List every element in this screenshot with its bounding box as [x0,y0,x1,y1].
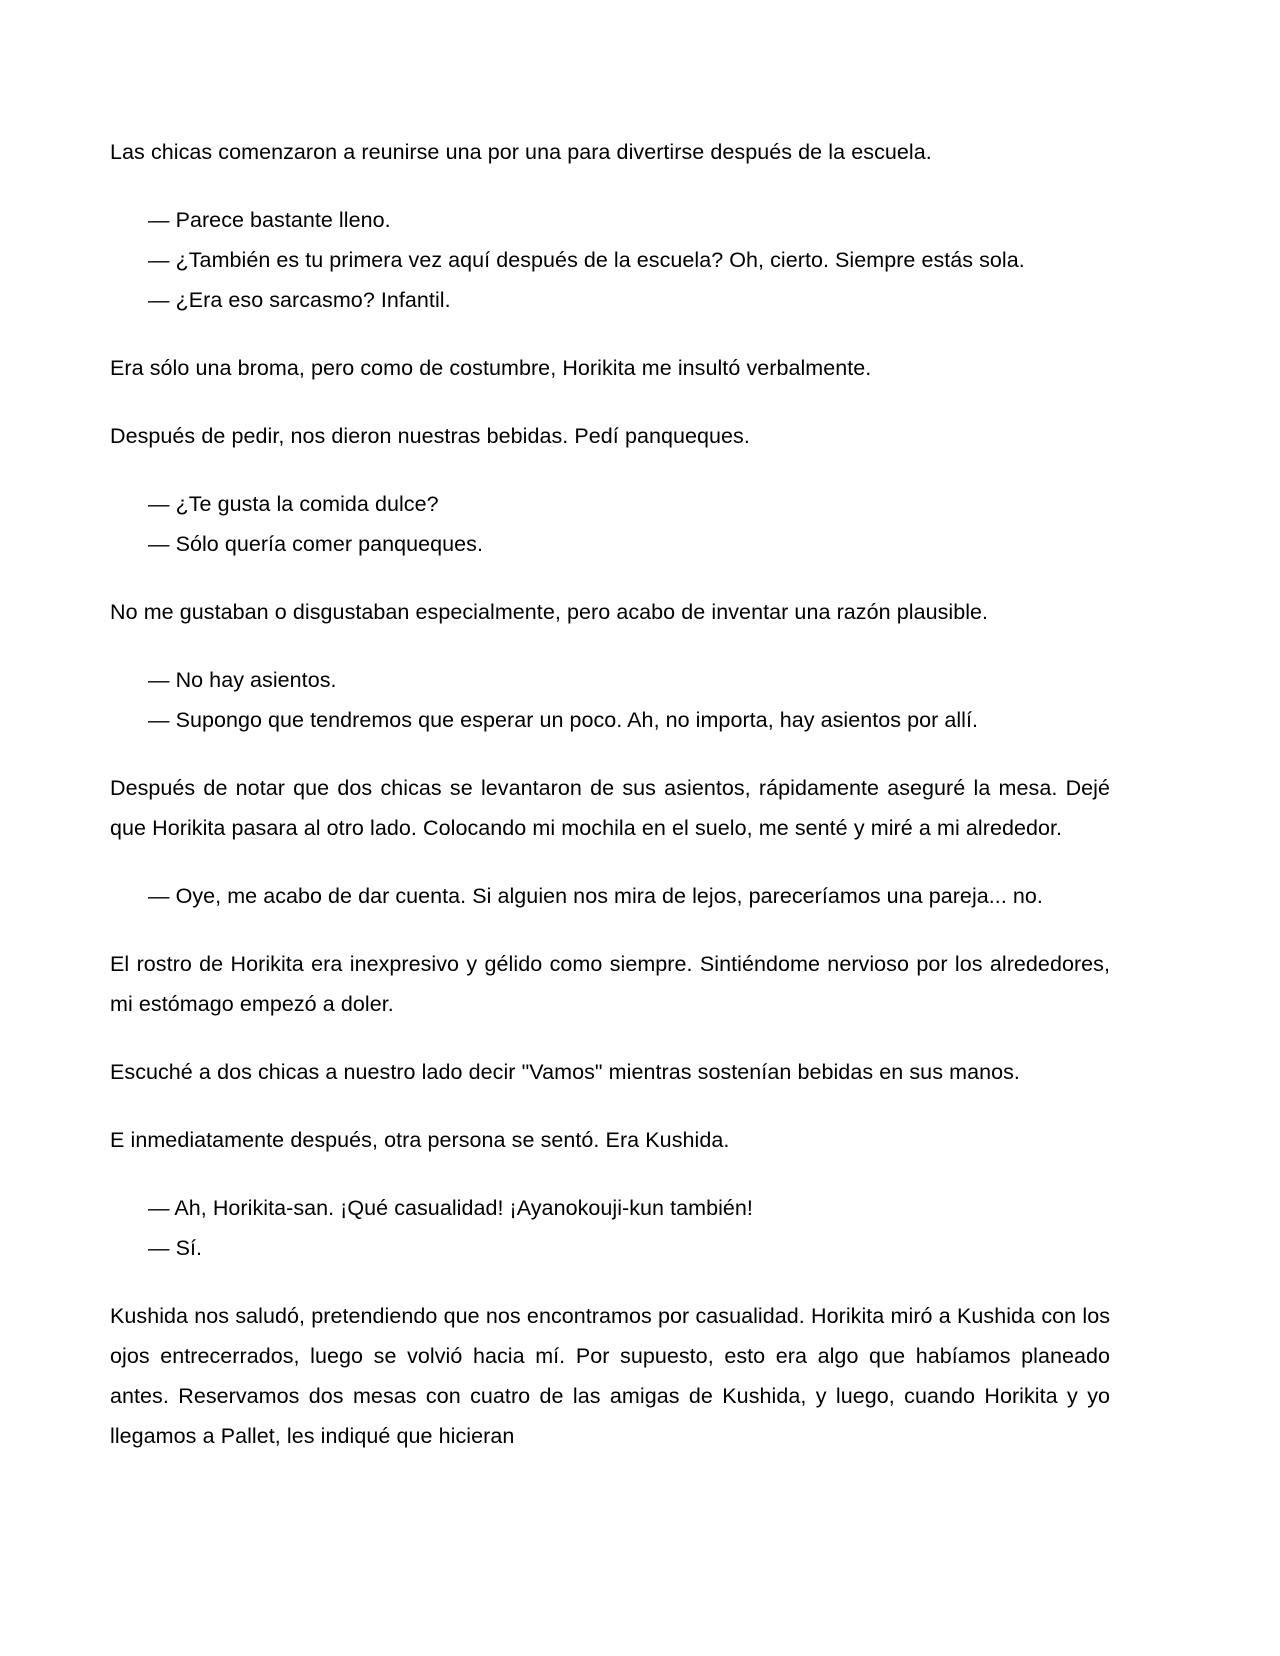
dialogue-block [110,660,1110,740]
paragraph: El rostro de Horikita era inexpresivo y gélido como siempre. Sintiéndome nervioso por los alrededores, mi estómago empezó a doler. [110,952,1110,1016]
dialogue-block [110,1188,1110,1268]
document-body [110,132,1110,1456]
paragraph: Era sólo una broma, pero como de costumbre, Horikita me insultó verbalmente. [110,356,872,380]
dialogue-line: — Supongo que tendremos que esperar un poco. Ah, no importa, hay asientos por allí. [148,708,979,732]
dialogue-line: — ¿Te gusta la comida dulce? [148,492,439,516]
paragraph: Después de notar que dos chicas se levantaron de sus asientos, rápidamente aseguré la mesa. Dejé que Horikita pasara al otro lado. Colocando mi mochila en el suelo, me senté y miré a mi alrededor. [110,776,1110,840]
dialogue-line: — Sí. [148,1236,203,1260]
dialogue-line: — ¿Era eso sarcasmo? Infantil. [148,288,451,312]
paragraph: Después de pedir, nos dieron nuestras bebidas. Pedí panqueques. [110,424,750,448]
dialogue-line: — Ah, Horikita-san. ¡Qué casualidad! ¡Ayanokouji-kun también! [148,1196,753,1220]
dialogue-line: — Sólo quería comer panqueques. [148,532,484,556]
paragraph: Kushida nos saludó, pretendiendo que nos encontramos por casualidad. Horikita miró a Kushida con los ojos entrecerrados, luego se volvió hacia mí. Por supuesto, esto era algo que habíamos planeado antes. Reservamos dos mesas con cuatro de las amigas de Kushida, y luego, cuando Horikita y yo llegamos a Pallet, les indiqué que hicieran [110,1304,1110,1448]
paragraph: Escuché a dos chicas a nuestro lado decir "Vamos" mientras sostenían bebidas en sus manos. [110,1060,1020,1084]
paragraph: Las chicas comenzaron a reunirse una por una para divertirse después de la escuela. [110,140,932,164]
dialogue-line: — Parece bastante lleno. [148,208,391,232]
paragraph: E inmediatamente después, otra persona se sentó. Era Kushida. [110,1128,730,1152]
dialogue-line: — Oye, me acabo de dar cuenta. Si alguien nos mira de lejos, pareceríamos una pareja... no. [148,884,1043,908]
paragraph: No me gustaban o disgustaban especialmente, pero acabo de inventar una razón plausible. [110,600,989,624]
dialogue-line: — ¿También es tu primera vez aquí después de la escuela? Oh, cierto. Siempre estás sola. [148,248,1025,272]
dialogue-block [110,200,1110,320]
dialogue-line: — No hay asientos. [148,668,337,692]
dialogue-block [110,484,1110,564]
dialogue-block [110,876,1110,916]
